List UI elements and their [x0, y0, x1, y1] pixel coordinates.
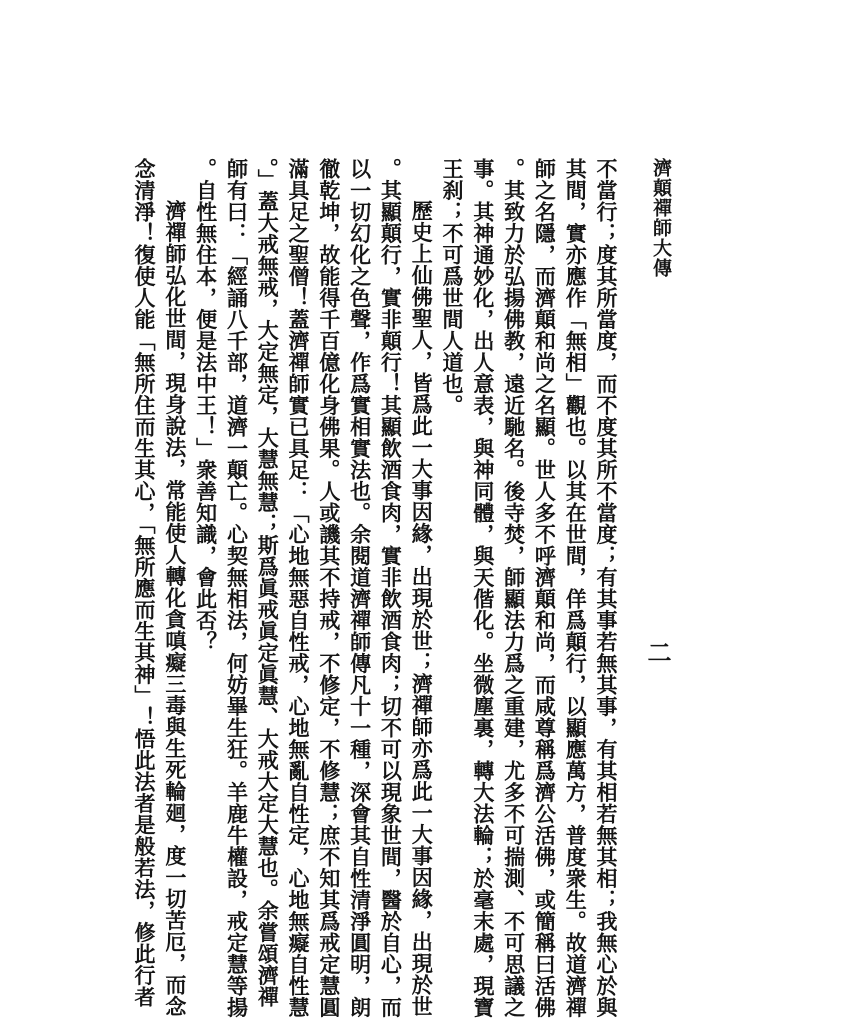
text-column: 滿具足之聖僧！蓋濟禪師實已具足：「心地無惡自性戒，心地無亂自性定，心地無癡自性慧 [286, 158, 312, 1018]
text-column-paragraph-start: 濟禪師弘化世間，現身說法，常能使人轉化貪嗔癡三毒與生死輪廻，度一切苦厄，而念 [162, 200, 188, 1017]
body-text [132, 158, 621, 1018]
text-column: 。其顯顛行，實非顛行！其顯飲酒食肉，實非飲酒食肉；切不可以現象世間，醫於自心，而 [378, 158, 404, 1018]
text-column: 。」蓋大戒無戒，大定無定，大慧無慧；斯爲眞戒眞定眞慧、大戒大定大慧也。余嘗頌濟禪 [255, 158, 281, 1008]
text-column: 以一切幻化之色聲，作爲實相實法也。余閱道濟禪師傳凡十一種，深會其自性清淨圓明，朗 [347, 158, 373, 1018]
text-column: 師之名隱，而濟顛和尚之名顯。世人多不呼濟顛和尚，而咸尊稱爲濟公活佛，或簡稱曰活佛 [532, 158, 558, 1018]
page-number: 二 [643, 640, 672, 664]
running-header-title: 濟顛禪師大傳 [650, 158, 672, 278]
text-column: 念清淨！復使人能「無所住而生其心，「無所應而生其神」！悟此法者是般若法，修此行者 [132, 158, 158, 1008]
text-column: 徹乾坤，故能得千百億化身佛果。人或譏其不持戒，不修定，不修慧；庶不知其爲戒定慧圓 [316, 158, 342, 1018]
text-column-paragraph-start: 歷史上仙佛聖人，皆爲此一大事因緣，出現於世；濟禪師亦爲此一大事因緣，出現於世 [409, 200, 435, 1017]
text-column: 。其致力於弘揚佛教，遠近馳名。後寺焚，師顯法力爲之重建，尤多不可揣測、不可思議之 [501, 158, 527, 1018]
text-column: 師有曰：「經誦八千部，道濟一顛亡。心契無相法，何妨畢生狂。羊鹿牛權設，戒定慧等揚 [224, 158, 250, 1018]
text-column: 。自性無住本，便是法中王！」衆善知識，會此否？ [193, 158, 219, 653]
text-column: 不當行；度其所當度，而不度其所不當度；有其事若無其事，有其相若無其相；我無心於與 [594, 158, 619, 1018]
text-column: 事。其神通妙化，出人意表，與神同體，與天偕化。坐微塵裏，轉大法輪；於毫末處，現寶 [470, 158, 496, 1018]
text-column: 其間，實亦應作「無相」觀也。以其在世間，佯爲顛行，以顯應萬方，普度衆生。故道濟禪 [563, 158, 589, 1018]
text-column: 王刹；不可爲世間人道也。 [440, 158, 466, 416]
